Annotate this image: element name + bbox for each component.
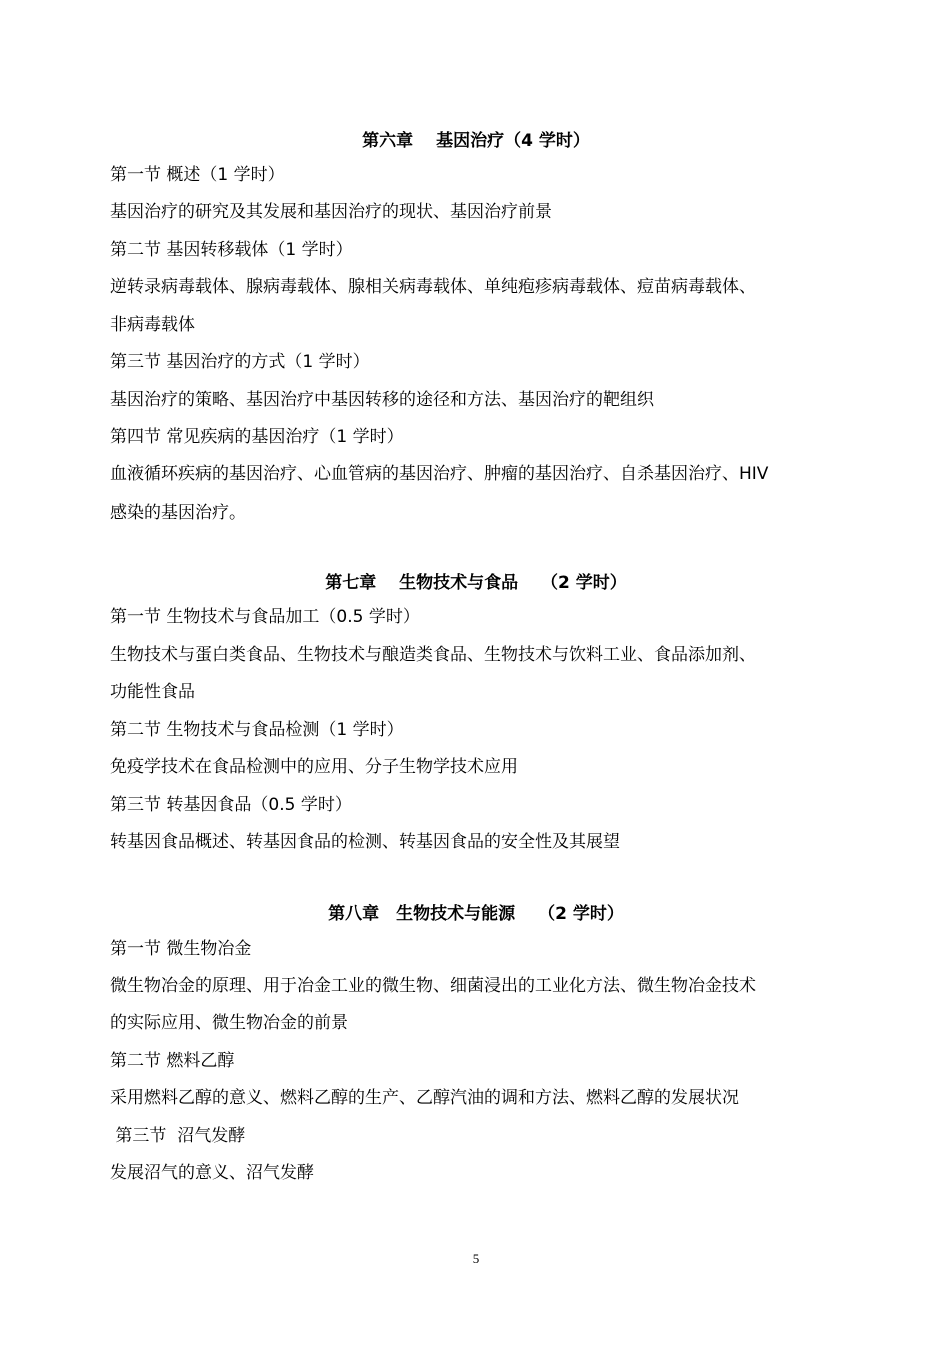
chapter-6-section-4-content-line-1: 血液循环疾病的基因治疗、心血管病的基因治疗、肿瘤的基因治疗、自杀基因治疗、HIV (110, 464, 769, 484)
chapter-8-section-3-content: 发展沼气的意义、沼气发酵 (110, 1163, 314, 1183)
chapter-6-section-2-content-line-2: 非病毒载体 (110, 315, 195, 335)
chapter-6-section-3-heading: 第三节 基因治疗的方式（1 学时） (110, 352, 370, 372)
chapter-6-section-3-content: 基因治疗的策略、基因治疗中基因转移的途径和方法、基因治疗的靶组织 (110, 390, 654, 410)
chapter-8-section-1-content-line-2: 的实际应用、微生物冶金的前景 (110, 1013, 348, 1033)
chapter-8-section-2-heading: 第二节 燃料乙醇 (110, 1051, 235, 1071)
chapter-8-title: 第八章 生物技术与能源 （2 学时） (328, 904, 624, 924)
chapter-6-section-4-content-line-2: 感染的基因治疗。 (110, 503, 246, 523)
chapter-7-section-2-content: 免疫学技术在食品检测中的应用、分子生物学技术应用 (110, 757, 518, 777)
chapter-8-section-1-heading: 第一节 微生物冶金 (110, 939, 252, 959)
chapter-6-title: 第六章 基因治疗（4 学时） (362, 131, 590, 151)
chapter-7-section-3-content: 转基因食品概述、转基因食品的检测、转基因食品的安全性及其展望 (110, 832, 620, 852)
chapter-7-section-2-heading: 第二节 生物技术与食品检测（1 学时） (110, 720, 404, 740)
chapter-6-section-2-content-line-1: 逆转录病毒载体、腺病毒载体、腺相关病毒载体、单纯疱疹病毒载体、痘苗病毒载体、 (110, 277, 756, 297)
chapter-7-section-3-heading: 第三节 转基因食品（0.5 学时） (110, 795, 352, 815)
chapter-6-section-2-heading: 第二节 基因转移载体（1 学时） (110, 240, 353, 260)
chapter-6-section-1-content: 基因治疗的研究及其发展和基因治疗的现状、基因治疗前景 (110, 202, 552, 222)
chapter-7-section-1-content-line-1: 生物技术与蛋白类食品、生物技术与酿造类食品、生物技术与饮料工业、食品添加剂、 (110, 645, 756, 665)
chapter-8-section-3-heading: 第三节 沼气发酵 (110, 1126, 246, 1146)
chapter-8-section-2-content: 采用燃料乙醇的意义、燃料乙醇的生产、乙醇汽油的调和方法、燃料乙醇的发展状况 (110, 1088, 739, 1108)
chapter-7-section-1-heading: 第一节 生物技术与食品加工（0.5 学时） (110, 607, 420, 627)
chapter-7-section-1-content-line-2: 功能性食品 (110, 682, 195, 702)
chapter-6-section-1-heading: 第一节 概述（1 学时） (110, 165, 285, 185)
page-number: 5 (472, 1251, 480, 1266)
chapter-8-section-1-content-line-1: 微生物冶金的原理、用于冶金工业的微生物、细菌浸出的工业化方法、微生物冶金技术 (110, 976, 756, 996)
chapter-7-title: 第七章 生物技术与食品 （2 学时） (325, 573, 627, 593)
chapter-6-section-4-heading: 第四节 常见疾病的基因治疗（1 学时） (110, 427, 404, 447)
